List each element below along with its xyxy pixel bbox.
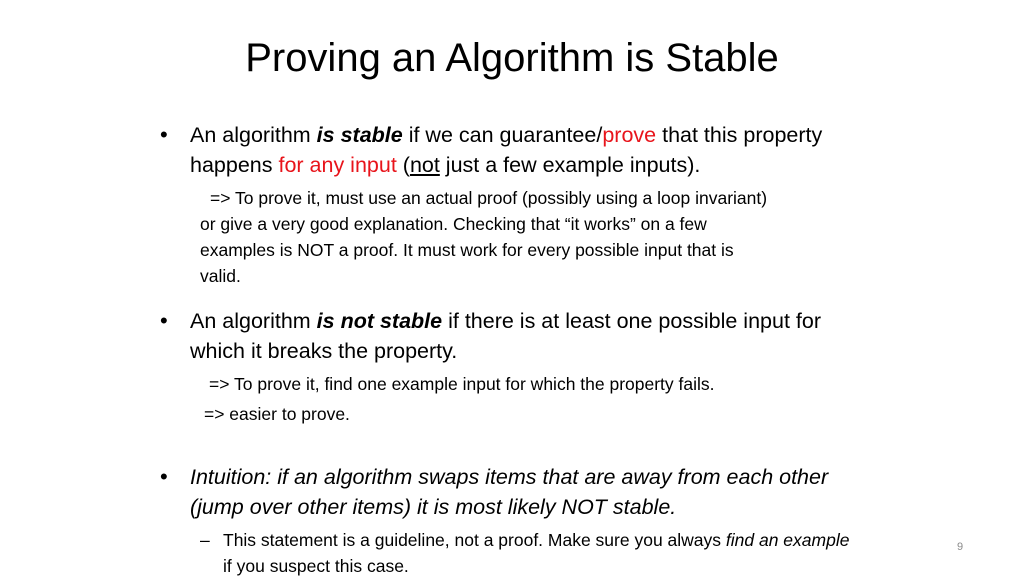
bullet-text-part: An algorithm — [190, 309, 317, 333]
term-is-stable: is stable — [316, 123, 403, 147]
emphasis-find-an-example: find an example — [725, 530, 850, 550]
guideline-text-part: if you suspect this case. — [223, 556, 409, 576]
bullet-text-part: An algorithm — [190, 123, 317, 147]
bullet-text — [190, 120, 860, 180]
dash-marker: – — [200, 530, 210, 550]
bullet-text-part: ( — [396, 153, 410, 177]
bullet-text-part: that this property happens — [190, 123, 823, 177]
not-stable-proof-note: => To prove it, find one example input for which the property fails. — [209, 374, 715, 394]
stable-proof-note — [200, 185, 840, 289]
bullet-marker: • — [160, 122, 168, 147]
term-is-not-stable: is not stable — [316, 309, 443, 333]
guideline-text — [223, 527, 863, 579]
note-line: valid. — [200, 266, 241, 286]
bullet-text-part: if there is at least one possible input for which it breaks the property. — [190, 309, 821, 363]
emphasis-not: not — [409, 153, 440, 177]
bullet-text-part: just a few example inputs). — [439, 153, 701, 177]
guideline-text-part: This statement is a guideline, not a proof. Make sure you always — [223, 530, 726, 550]
emphasis-prove: prove — [602, 123, 657, 147]
note-line: => To prove it, must use an actual proof (possibly using a loop invariant) — [210, 188, 768, 208]
slide-title: Proving an Algorithm is Stable — [245, 36, 779, 80]
bullet-text-part: if we can guarantee/ — [402, 123, 603, 147]
page-number: 9 — [956, 541, 964, 553]
bullet-marker: • — [160, 464, 168, 489]
bullet-marker: • — [160, 308, 168, 333]
note-line: or give a very good explanation. Checking that “it works” on a few — [200, 214, 707, 234]
emphasis-for-any-input: for any input — [278, 153, 397, 177]
intuition-text: Intuition: if an algorithm swaps items that are away from each other (jump over other items) it is most likely NOT stable. — [190, 465, 829, 519]
easier-note: => easier to prove. — [204, 404, 350, 424]
note-line: examples is NOT a proof. It must work for every possible input that is — [200, 240, 734, 260]
bullet-text — [190, 306, 860, 366]
